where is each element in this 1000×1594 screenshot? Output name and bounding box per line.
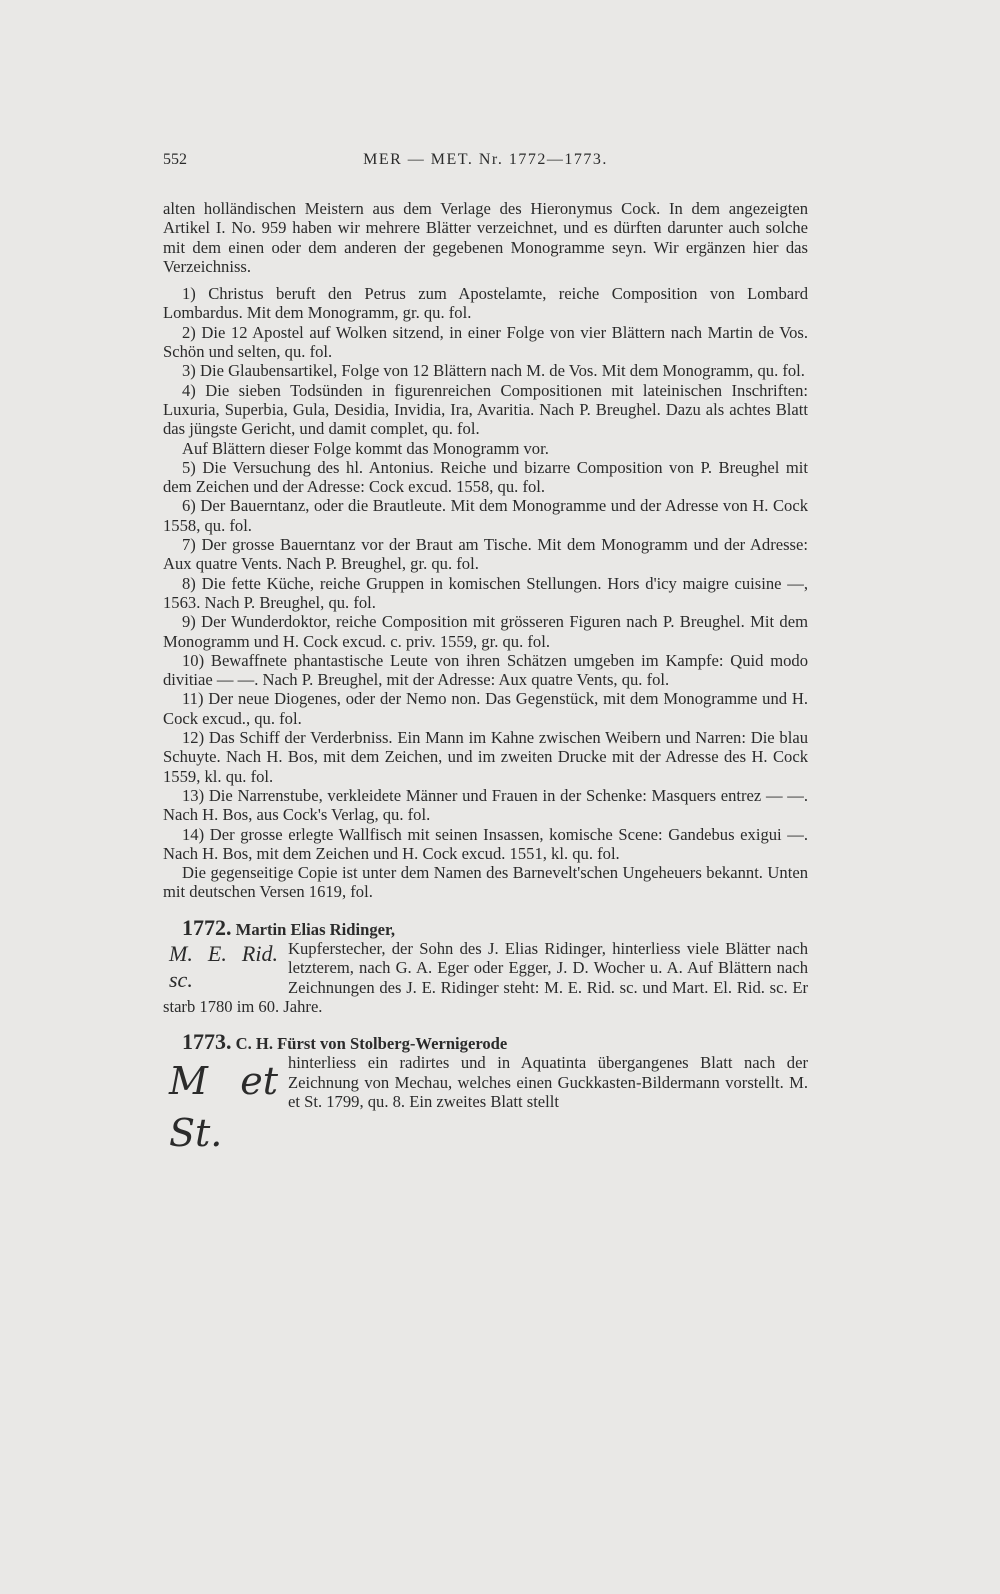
entry-text: Kupferstecher, der Sohn des J. Elias Ridinger, hinterliess viele Blätter nach letzterem, nach G. A. Eger oder Egger, J. D. Wocher u. A. Auf Blättern nach Zeichnungen des J. E. Ridinger steht: M. E. Rid. sc. und Mart. El. Rid. sc. Er starb 1780 im 60. Jahre. bbox=[163, 938, 808, 1016]
list-item: 6) Der Bauerntanz, oder die Brautleute. Mit dem Monogramme und der Adresse von H. Cock 1558, qu. fol. bbox=[163, 496, 808, 535]
list-item: 7) Der grosse Bauerntanz vor der Braut am Tische. Mit dem Monogramm und der Adresse: Aux quatre Vents. Nach P. Breughel, gr. qu. fol. bbox=[163, 535, 808, 574]
list-note: Die gegenseitige Copie ist unter dem Namen des Barnevelt'schen Ungeheuers bekannt. Unten mit deutschen Versen 1619, fol. bbox=[163, 863, 808, 902]
entry-name: C. H. Fürst von Stolberg-Wernigerode bbox=[235, 1034, 508, 1054]
running-title: MER — MET. Nr. 1772—1773. bbox=[363, 151, 608, 168]
list-item: 14) Der grosse erlegte Wallfisch mit seinen Insassen, komische Scene: Gandebus exigui —. Nach H. Bos, mit dem Zeichen und H. Cock excud. 1551, kl. qu. fol. bbox=[163, 824, 808, 863]
monogram-mark: M. E. Rid. sc. bbox=[169, 940, 278, 992]
entry-number: 1772. bbox=[182, 914, 232, 940]
page-header bbox=[163, 150, 808, 174]
entry-1773 bbox=[163, 1029, 808, 1156]
list-note: Auf Blättern dieser Folge kommt das Monogramm vor. bbox=[182, 438, 549, 458]
list-item: 9) Der Wunderdoktor, reiche Composition mit grösseren Figuren nach P. Breughel. Mit dem Monogramm und H. Cock excud. c. priv. 1559, gr. qu. fol. bbox=[163, 612, 808, 651]
monogram-mark: M et St. bbox=[169, 1059, 278, 1156]
list-item: 8) Die fette Küche, reiche Gruppen in komischen Stellungen. Hors d'icy maigre cuisine —, 1563. Nach P. Breughel, qu. fol. bbox=[163, 573, 808, 612]
entry-text: hinterliess ein radirtes und in Aquatinta übergangenes Blatt nach der Zeichnung von Mechau, welches einen Guckkasten-Bildermann vorstellt. M. et St. 1799, qu. 8. Ein zweites Blatt stellt bbox=[288, 1053, 808, 1112]
entry-name: Martin Elias Ridinger, bbox=[235, 919, 395, 939]
list-item: 1) Christus beruft den Petrus zum Apostelamte, reiche Composition von Lombard Lombardus. Mit dem Monogramm, gr. qu. fol. bbox=[163, 284, 808, 323]
list-item: 4) Die sieben Todsünden in figurenreichen Compositionen mit lateinischen Inschriften: Luxuria, Superbia, Gula, Desidia, Invidia, Ira, Avaritia. Nach P. Breughel. Dazu als achtes Blatt das jüngste Gericht, und damit complet, qu. fol. bbox=[163, 380, 808, 439]
intro-paragraph: alten holländischen Meistern aus dem Verlage des Hieronymus Cock. In dem angezeigten Artikel I. No. 959 haben wir mehrere Blätter verzeichnet, und es dürften darunter auch solche mit dem einen oder dem anderen der gegebenen Monogramme seyn. Wir ergänzen hier das Verzeichniss. bbox=[163, 199, 808, 276]
page-content bbox=[163, 150, 808, 1156]
list-item: 5) Die Versuchung des hl. Antonius. Reiche und bizarre Composition von P. Breughel mit dem Zeichen und der Adresse: Cock excud. 1558, qu. fol. bbox=[163, 457, 808, 497]
page-number: 552 bbox=[163, 151, 187, 168]
entry-1772 bbox=[163, 914, 808, 1016]
list-item: 10) Bewaffnete phantastische Leute von ihren Schätzen umgeben im Kampfe: Quid modo divitiae — —. Nach P. Breughel, mit der Adresse: Aux quatre Vents, qu. fol. bbox=[163, 650, 808, 690]
list-item: 2) Die 12 Apostel auf Wolken sitzend, in einer Folge von vier Blättern nach Martin de Vos. Schön und selten, qu. fol. bbox=[163, 322, 808, 362]
entry-number: 1773. bbox=[182, 1029, 232, 1055]
list-item: 12) Das Schiff der Verderbniss. Ein Mann im Kahne zwischen Weibern und Narren: Die blau Schuyte. Nach H. Bos, mit dem Zeichen, und im zweiten Drucke mit der Adresse des H. Cock 1559, kl. qu. fol. bbox=[163, 728, 808, 786]
list-item: 13) Die Narrenstube, verkleidete Männer und Frauen in der Schenke: Masquers entrez — —. Nach H. Bos, aus Cock's Verlag, qu. fol. bbox=[163, 785, 808, 825]
list-item: 11) Der neue Diogenes, oder der Nemo non. Das Gegenstück, mit dem Monogramme und H. Cock excud., qu. fol. bbox=[163, 689, 808, 728]
list-item: 3) Die Glaubensartikel, Folge von 12 Blättern nach M. de Vos. Mit dem Monogramm, qu. fol. bbox=[182, 361, 805, 381]
